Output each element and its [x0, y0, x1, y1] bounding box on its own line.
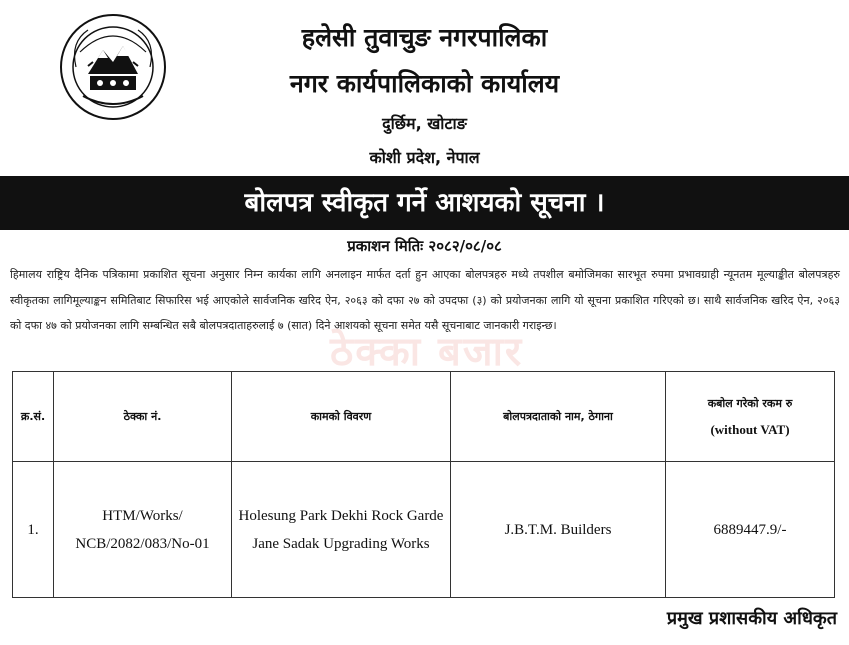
- table-header-row: [13, 372, 835, 462]
- cell-amount: 6889447.9/-: [666, 462, 835, 598]
- col-header-sn: क्र.सं.: [13, 372, 54, 462]
- watermark-text: ठेक्का बजार: [330, 329, 524, 375]
- col-header-contract-no: ठेक्का नं.: [54, 372, 232, 462]
- notice-header: [0, 0, 849, 175]
- publication-date: प्रकाशन मितिः २०८२/०८/०८: [347, 237, 502, 255]
- col-header-amount-label: कबोल गरेको रकम रु: [707, 396, 793, 410]
- notice-body-text: हिमालय राष्ट्रिय दैनिक पत्रिकामा प्रकाशित सूचना अनुसार निम्न कार्यका लागि अनलाइन मार्फत दर्ता हुन आएका बोलपत्रहरु मध्ये तपशील बमोजिमका सारभूत रुपमा प्रभावग्राही न्यूनतम मूल्याङ्कीत बोलपत्रहरु स्वीकृतका लागिमूल्याङ्कन समितिबाट सिफारिस भई आएकोले सार्वजनिक खरिद ऐन, २०६३ को दफा २७ को उपदफा (३) को प्रयोजनका लागि यो सूचना प्रकाशित गरिएको छ। साथै सार्वजनिक खरिद ऐन, २०६३ को दफा ४७ को प्रयोजनका लागि सम्बन्धित सबै बोलपत्रदाताहरुलाई ७ (सात) दिने आशयको सूचना समेत यसै सूचनाबाट जानकारी गराइन्छ।: [10, 268, 840, 332]
- col-header-bidder: बोलपत्रदाताको नाम, ठेगाना: [451, 372, 666, 462]
- signatory-title: प्रमुख प्रशासकीय अधिकृत: [666, 608, 837, 629]
- notice-title-banner: बोलपत्र स्वीकृत गर्ने आशयको सूचना ।: [0, 176, 849, 230]
- cell-description: Holesung Park Dekhi Rock Garde Jane Sadak Upgrading Works: [232, 462, 451, 598]
- cell-contract-no: HTM/Works/ NCB/2082/083/No-01: [54, 462, 232, 598]
- office-name: नगर कार्यपालिकाको कार्यालय: [289, 69, 560, 98]
- cell-bidder: J.B.T.M. Builders: [451, 462, 666, 598]
- office-location: दुर्छिम, खोटाङ: [382, 114, 467, 133]
- col-header-amount: [666, 372, 835, 462]
- col-header-description: कामको विवरण: [232, 372, 451, 462]
- bid-table: [12, 371, 835, 598]
- office-province: कोशी प्रदेश, नेपाल: [369, 148, 480, 167]
- col-header-amount-vat: (without VAT): [710, 421, 790, 437]
- cell-sn: 1.: [13, 462, 54, 598]
- table-row: [13, 462, 835, 598]
- municipality-name: हलेसी तुवाचुङ नगरपालिका: [301, 23, 548, 52]
